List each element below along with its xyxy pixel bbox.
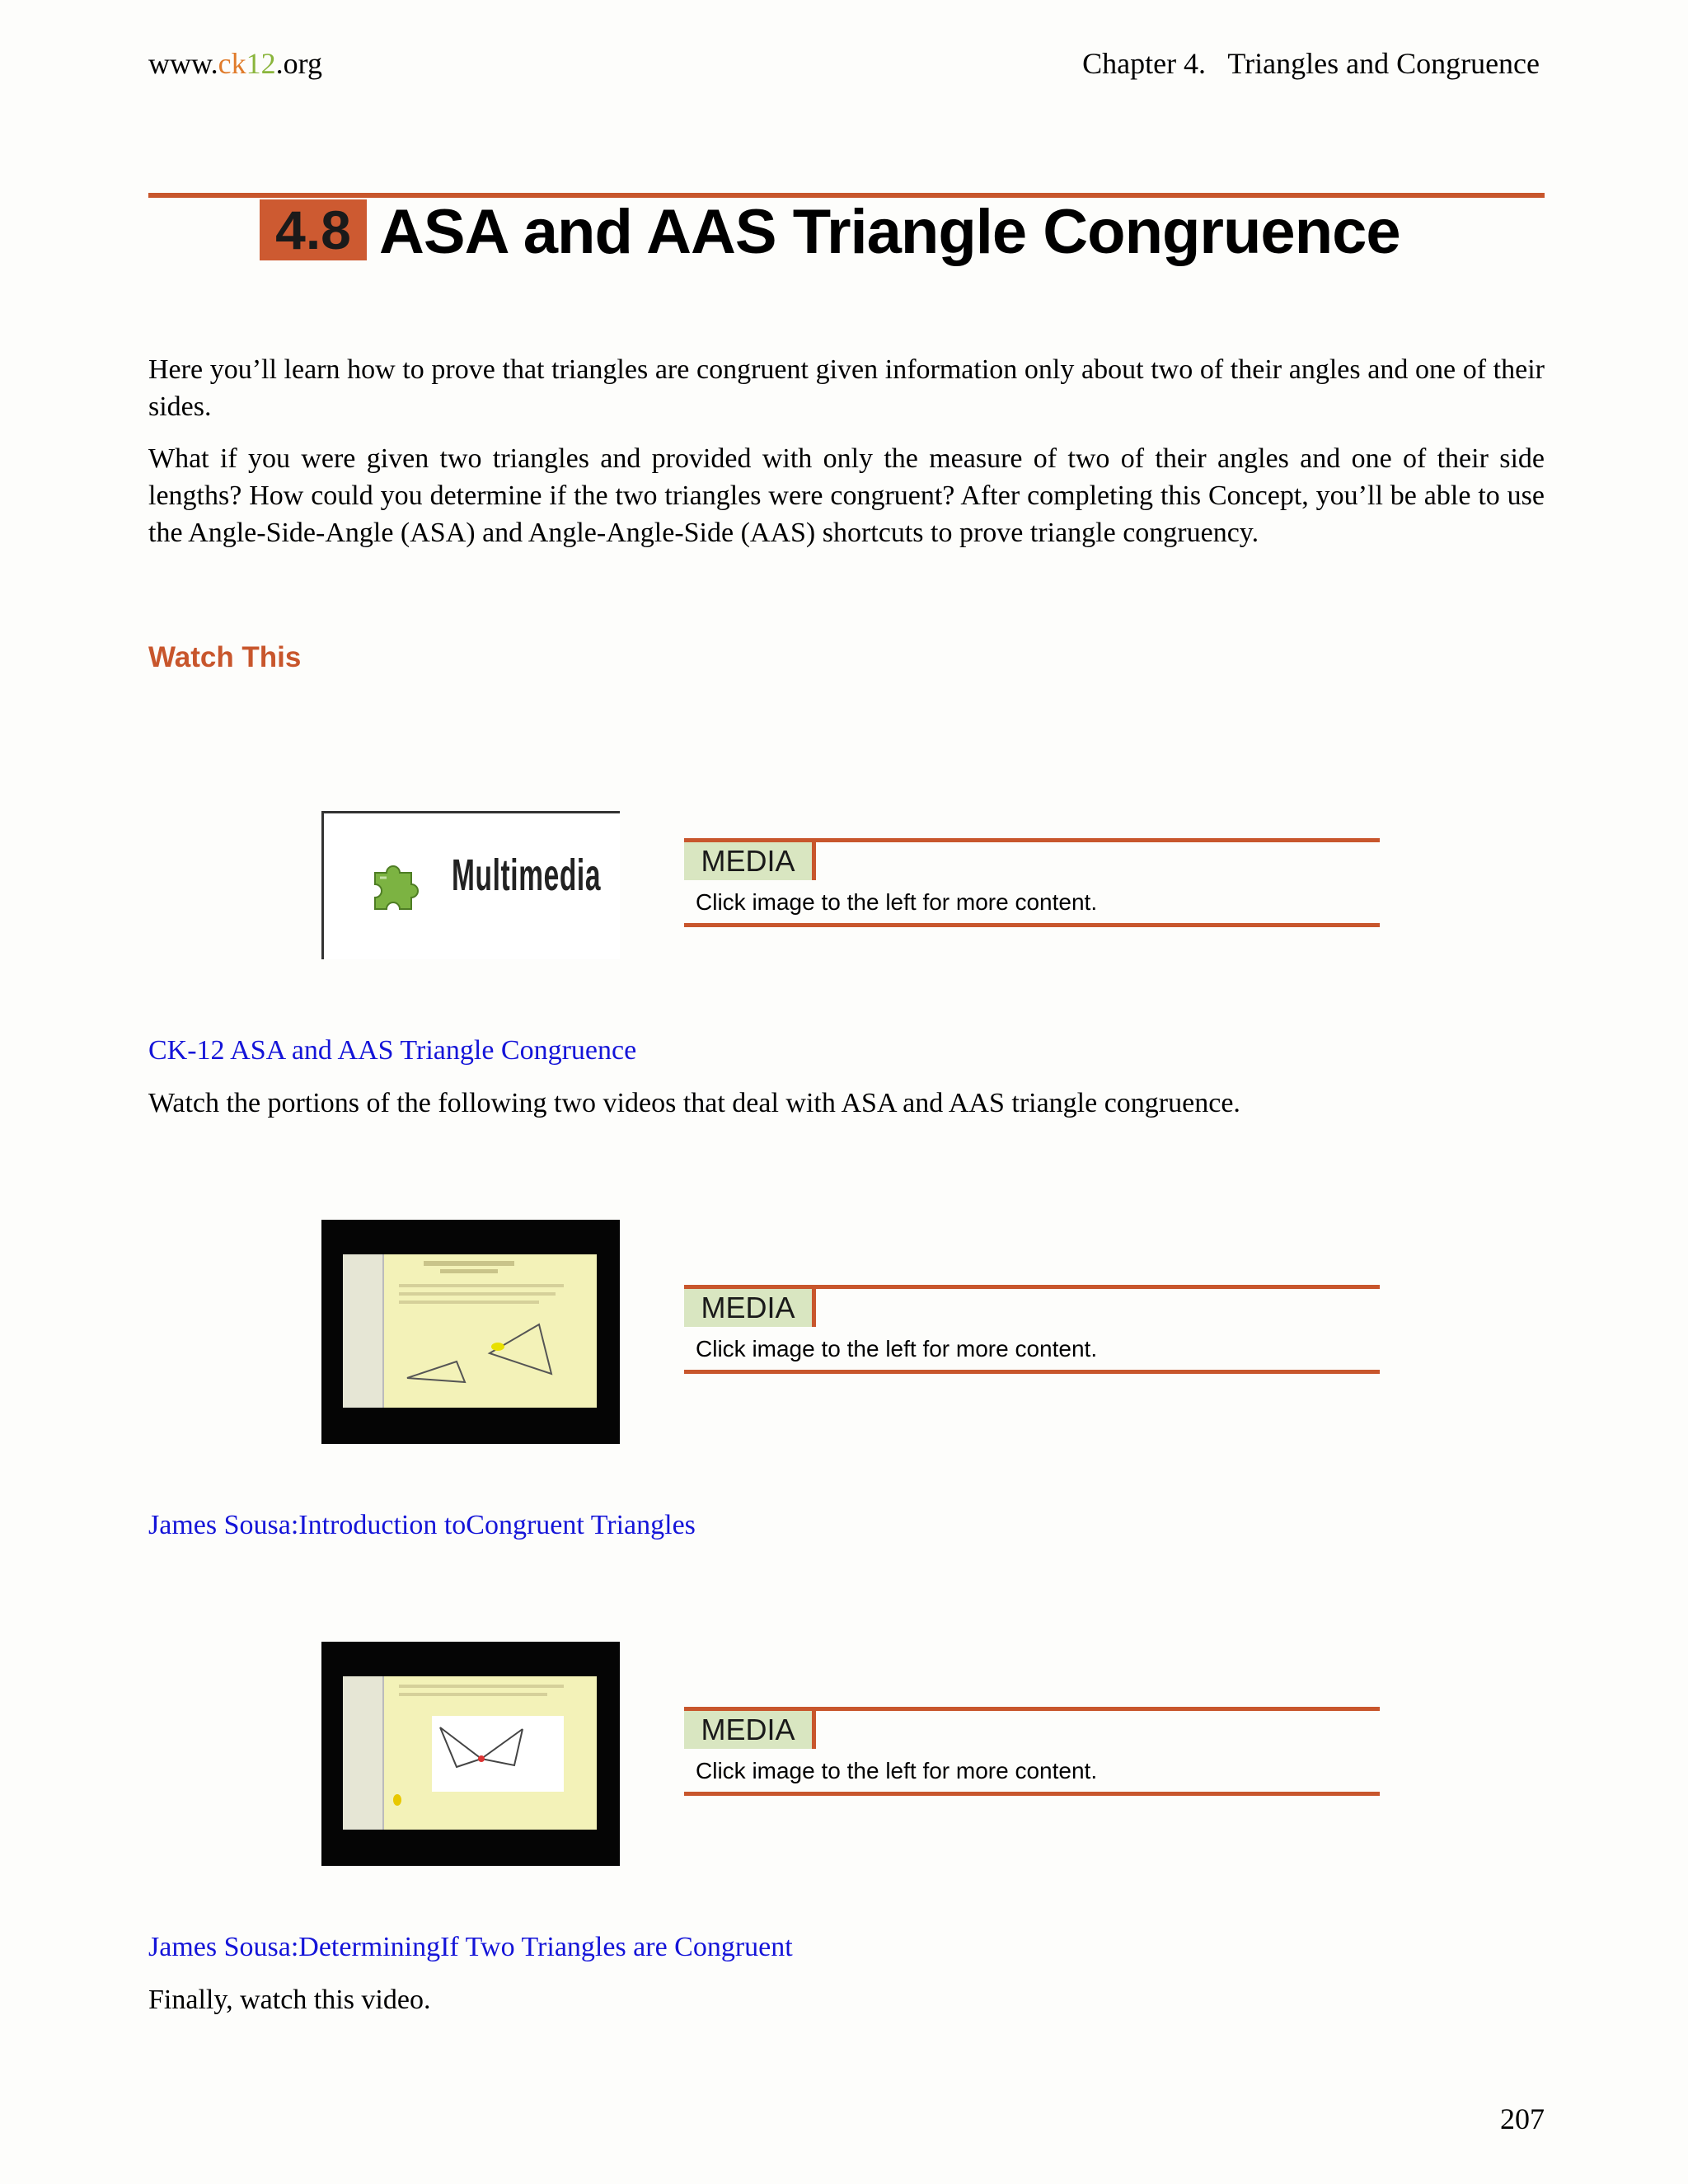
site-ck: ck: [218, 47, 246, 80]
slide-bowtie-triangles-icon: [382, 1676, 597, 1830]
video-link-sousa-determining[interactable]: James Sousa:DeterminingIf Two Triangles are Congruent: [148, 1932, 793, 1962]
video-link-sousa-intro[interactable]: James Sousa:Introduction toCongruent Triangles: [148, 1510, 696, 1540]
chapter-title: Chapter 4. Triangles and Congruence: [1082, 47, 1540, 80]
media-callout-3: [684, 1707, 1380, 1796]
section-number: 4.8: [260, 199, 367, 260]
section-title: ASA and AAS Triangle Congruence: [379, 197, 1400, 267]
site-url: [148, 46, 322, 81]
intro-paragraph-2: What if you were given two triangles and provided with only the measure of two of their angles and one of their side lengths? How could you determine if the two triangles were congruent? After completing this Concept, you’ll be able to use the Angle-Side-Angle (ASA) and Angle-Angle-Side (AAS) shortcuts to prove triangle congruency.: [148, 443, 1545, 548]
multimedia-thumbnail[interactable]: [321, 811, 620, 959]
video-thumbnail-1[interactable]: [321, 1220, 620, 1444]
media-callout-1: [684, 838, 1380, 927]
final-instruction: Finally, watch this video.: [148, 1985, 431, 2015]
video-thumbnail-2[interactable]: [321, 1642, 620, 1866]
watch-instruction: Watch the portions of the following two videos that deal with ASA and AAS triangle congruence.: [148, 1088, 1240, 1118]
slide-triangles-icon: [382, 1254, 597, 1408]
intro-paragraph-1: Here you’ll learn how to prove that triangles are congruent given information only about two of their angles and one of their sides.: [148, 354, 1545, 422]
site-prefix: www.: [148, 47, 218, 80]
watch-this-heading: Watch This: [148, 641, 302, 673]
site-suffix: .org: [275, 47, 322, 80]
media-hint: Click image to the left for more content.: [696, 889, 1098, 915]
media-tag: MEDIA: [684, 1289, 816, 1327]
media-hint: Click image to the left for more content.: [696, 1758, 1098, 1783]
media-tag: MEDIA: [684, 842, 816, 880]
media-tag: MEDIA: [684, 1711, 816, 1749]
media-hint: Click image to the left for more content.: [696, 1336, 1098, 1361]
video-link-ck12[interactable]: CK-12 ASA and AAS Triangle Congruence: [148, 1035, 637, 1066]
multimedia-label: Multimedia: [452, 851, 602, 900]
site-num: 12: [246, 47, 276, 80]
puzzle-icon: [363, 856, 424, 917]
media-callout-2: [684, 1285, 1380, 1374]
page-number: 207: [1500, 2102, 1545, 2135]
